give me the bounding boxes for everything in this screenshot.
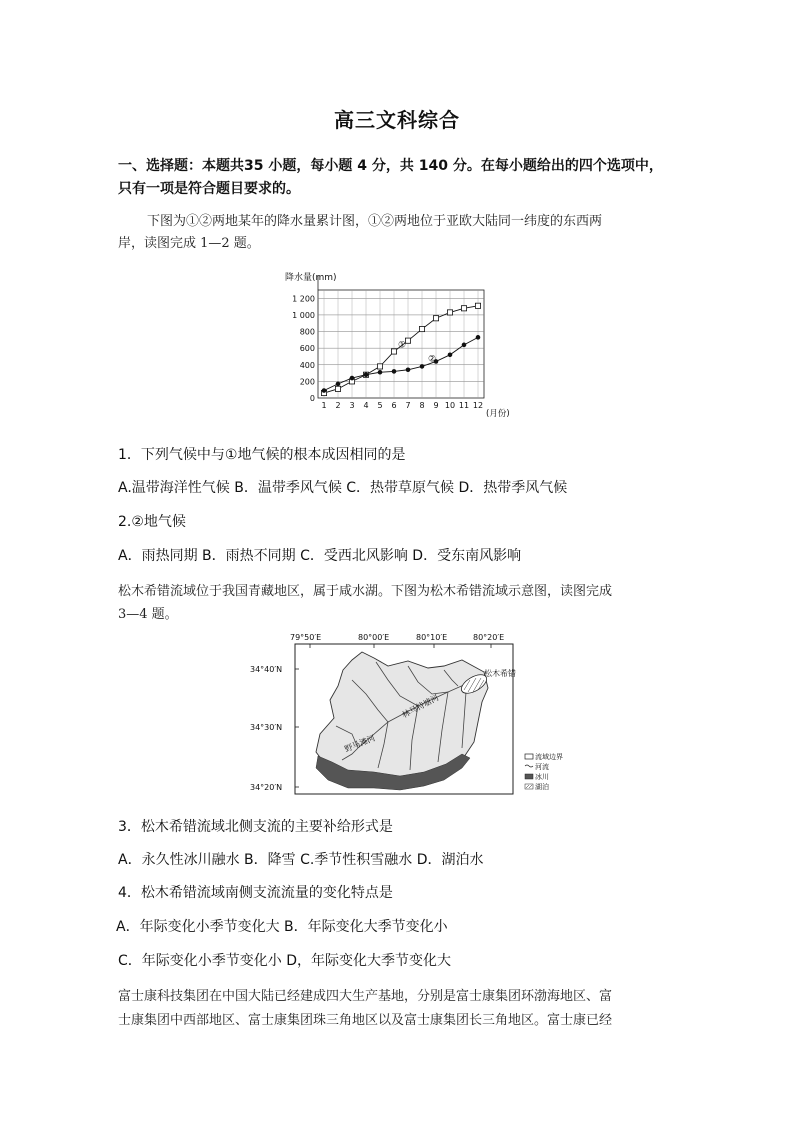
legend-label: 冰川 bbox=[535, 773, 549, 781]
chart-xtick-label: 9 bbox=[433, 401, 439, 410]
chart-point bbox=[377, 364, 382, 369]
chart-xtick-label: 6 bbox=[391, 401, 397, 410]
question-4: 4．松木希错流域南侧支流流量的变化特点是 bbox=[118, 885, 393, 901]
chart-ytick-label: 1 200 bbox=[292, 294, 315, 304]
chart-point bbox=[433, 316, 438, 321]
chart-point bbox=[476, 335, 481, 340]
chart-point bbox=[350, 376, 355, 381]
chart-ytick-label: 800 bbox=[299, 327, 315, 337]
question-4-options-cd: C．年际变化小季节变化小 D，年际变化大季节变化大 bbox=[118, 953, 452, 969]
chart-xtick-label: 8 bbox=[419, 401, 425, 410]
map-lat-label: 34°40′N bbox=[250, 665, 283, 674]
map-lat-label: 34°20′N bbox=[250, 783, 283, 792]
chart-point bbox=[406, 367, 411, 372]
river-label-2: 林马特塘河 bbox=[400, 693, 441, 720]
intro1-line1: 下图为①②两地某年的降水量累计图，①②两地位于亚欧大陆同一纬度的东西两 bbox=[147, 214, 603, 229]
chart-xlabel: (月份) bbox=[486, 409, 510, 419]
question-2: 2.②地气候 bbox=[118, 514, 186, 530]
section-heading-line2: 只有一项是符合题目要求的。 bbox=[118, 181, 300, 197]
map-legend bbox=[525, 752, 563, 791]
question-3-options: A．永久性冰川融水 B．降雪 C.季节性积雪融水 D．湖泊水 bbox=[118, 852, 484, 868]
watershed-map bbox=[248, 630, 563, 805]
chart-xtick-label: 3 bbox=[349, 401, 355, 410]
chart-xtick-label: 12 bbox=[472, 401, 484, 410]
precipitation-chart bbox=[280, 268, 520, 420]
legend-label: 河流 bbox=[535, 763, 549, 771]
chart-point bbox=[448, 353, 453, 358]
intro2-line2: 3—4 题。 bbox=[118, 607, 178, 622]
map-lon-label: 79°50′E bbox=[290, 633, 322, 642]
chart-xtick-label: 2 bbox=[335, 401, 341, 410]
chart-xtick-label: 11 bbox=[458, 401, 470, 410]
chart-point bbox=[391, 349, 396, 354]
question-1-options: A.温带海洋性气候 B．温带季风气候 C．热带草原气候 D．热带季风气候 bbox=[118, 480, 568, 496]
map-lat-label: 34°30′N bbox=[250, 723, 283, 732]
chart-point bbox=[378, 370, 383, 375]
legend-label: 流域边界 bbox=[535, 753, 563, 761]
chart-point bbox=[405, 338, 410, 343]
intro3-line1: 富士康科技集团在中国大陆已经建成四大生产基地，分别是富士康集团环渤海地区、富 bbox=[118, 989, 613, 1004]
chart-point bbox=[419, 326, 424, 331]
river-label-1: 野马滩河 bbox=[343, 733, 377, 754]
chart-point bbox=[322, 388, 327, 393]
section-heading-line1: 一、选择题：本题共35 小题，每小题 4 分，共 140 分。在每小题给出的四个选项中， bbox=[118, 158, 663, 174]
chart-point bbox=[462, 343, 467, 348]
intro2-line1: 松木希错流域位于我国青藏地区，属于咸水湖。下图为松木希错流域示意图，读图完成 bbox=[118, 584, 613, 599]
chart-xticks bbox=[321, 401, 483, 410]
intro3-line2: 士康集团中西部地区、富士康集团珠三角地区以及富士康集团长三角地区。富士康已经 bbox=[118, 1013, 613, 1028]
chart-point bbox=[336, 382, 341, 387]
chart-xtick-label: 4 bbox=[363, 401, 369, 410]
chart-ytick-label: 1 000 bbox=[292, 310, 315, 320]
chart-ytick-label: 600 bbox=[299, 344, 315, 354]
chart-xtick-label: 10 bbox=[444, 401, 456, 410]
chart-series bbox=[321, 303, 480, 395]
question-3: 3．松木希错流域北侧支流的主要补给形式是 bbox=[118, 819, 393, 835]
map-lon-label: 80°00′E bbox=[358, 633, 390, 642]
intro1-line2: 岸，读图完成 1—2 题。 bbox=[118, 236, 260, 251]
lake-label: 松木希错 bbox=[484, 669, 516, 678]
chart-point bbox=[335, 386, 340, 391]
question-1: 1．下列气候中与①地气候的根本成因相同的是 bbox=[118, 447, 406, 463]
chart-point bbox=[461, 306, 466, 311]
chart-yticks bbox=[292, 294, 315, 403]
chart-point bbox=[392, 369, 397, 374]
question-4-options-ab: A．年际变化小季节变化大 B．年际变化大季节变化小 bbox=[116, 919, 448, 935]
chart-point bbox=[475, 303, 480, 308]
chart-ytick-label: 400 bbox=[299, 360, 315, 370]
chart-xtick-label: 7 bbox=[405, 401, 411, 410]
question-2-options: A．雨热同期 B．雨热不同期 C．受西北风影响 D．受东南风影响 bbox=[118, 548, 522, 564]
chart-xtick-label: 1 bbox=[321, 401, 327, 410]
map-lon-label: 80°20′E bbox=[473, 633, 505, 642]
chart-point bbox=[364, 372, 369, 377]
legend-label: 湖泊 bbox=[535, 783, 549, 791]
chart-point bbox=[447, 310, 452, 315]
chart-ylabel: 降水量(mm) bbox=[285, 273, 337, 283]
map-lon-label: 80°10′E bbox=[416, 633, 448, 642]
chart-grid bbox=[318, 276, 484, 398]
page-title: 高三文科综合 bbox=[334, 108, 460, 132]
chart-xtick-label: 5 bbox=[377, 401, 383, 410]
chart-ytick-label: 200 bbox=[299, 377, 315, 387]
chart-series-label: ① bbox=[398, 340, 407, 351]
chart-series-label: ② bbox=[428, 354, 437, 365]
chart-ytick-label: 0 bbox=[309, 394, 315, 403]
chart-point bbox=[420, 364, 425, 369]
